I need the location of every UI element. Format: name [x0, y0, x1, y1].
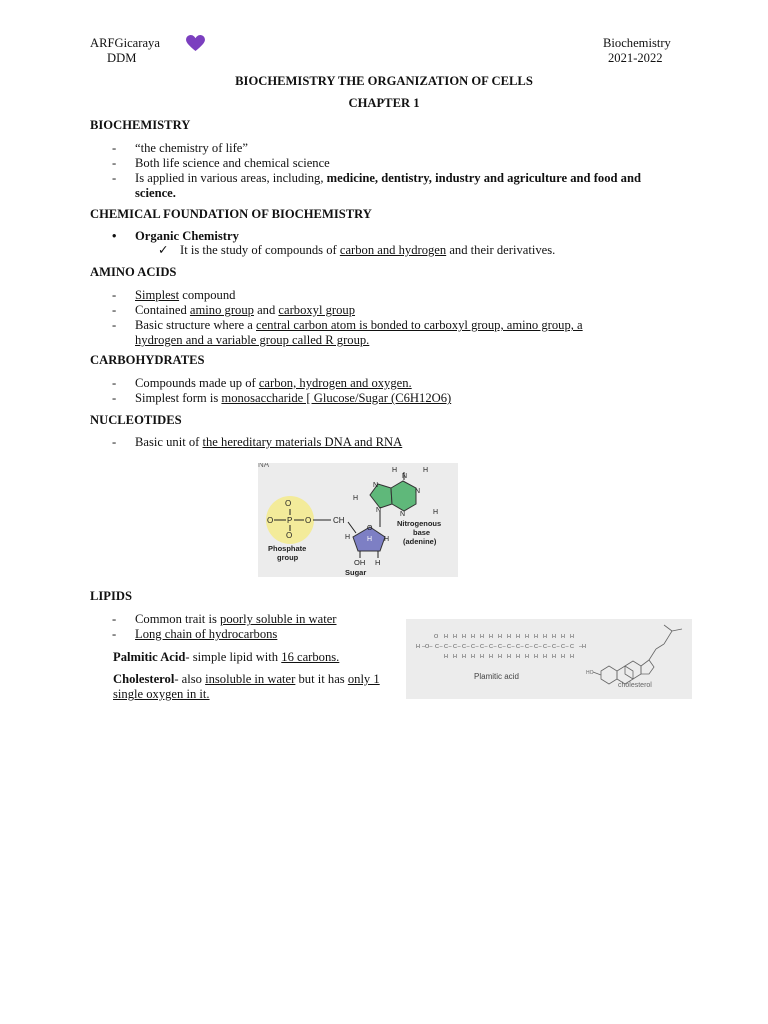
author-name: ARFGicaraya	[90, 36, 160, 50]
carbon-bond: –	[448, 644, 452, 650]
list-item	[112, 612, 402, 627]
hydrogen-atom: H	[462, 634, 466, 640]
phosphate-label: Phosphate	[268, 544, 307, 553]
hydrogen-atom: H	[453, 634, 457, 640]
check-text-underlined: carbon and hydrogen	[339, 243, 447, 257]
carbon-bond: –	[466, 644, 470, 650]
list-item-text: Basic unit of	[135, 435, 203, 449]
palmitic-label: Plamitic acid	[474, 672, 519, 681]
hydrogen-atom: H	[453, 654, 457, 660]
biochemistry-list	[112, 141, 672, 201]
carbon-atom: C	[498, 644, 502, 650]
atom-label: H	[433, 509, 439, 516]
hydrogen-atom: H	[534, 654, 538, 660]
cholesterol-paragraph	[113, 672, 403, 702]
carbon-bond: –	[457, 644, 461, 650]
cholesterol-structure	[593, 625, 682, 684]
nucleotide-diagram	[258, 463, 458, 577]
hydrogen-atom: H	[552, 654, 556, 660]
nucleotide-figure	[258, 463, 458, 577]
hydrogen-atom: H	[516, 654, 520, 660]
checkmark-icon: ✓	[158, 243, 169, 257]
check-text: It is the study of compounds of	[180, 243, 340, 257]
hydrogen-atom: H	[498, 654, 502, 660]
carbon-atom: C	[489, 644, 493, 650]
hydrogen-atom: H	[471, 634, 475, 640]
lipids-diagram	[406, 619, 692, 699]
hydrogen-atom: H	[416, 644, 420, 650]
section-heading-biochemistry: BIOCHEMISTRY	[90, 118, 191, 132]
carbon-atom: C	[552, 644, 556, 650]
hydrogen-atom: H	[471, 654, 475, 660]
list-item-bold: medicine, dentistry, industry and agriculture and food and science.	[135, 171, 641, 201]
list-item	[112, 318, 632, 348]
hydrogen-atom: H	[462, 654, 466, 660]
hydrogen-atom: –H	[579, 644, 587, 650]
carbon-atom: C	[534, 644, 538, 650]
carbon-bond: –	[556, 644, 560, 650]
carbon-atom: C	[453, 644, 457, 650]
hydrogen-atom: H	[507, 654, 511, 660]
paragraph-underlined: only 1 single oxygen in it.	[113, 672, 380, 702]
term-bold: Cholesterol	[113, 672, 175, 686]
hydrogen-atom: H	[480, 654, 484, 660]
carbon-atom: C	[570, 644, 574, 650]
list-item-text: “the chemistry of life”	[135, 141, 248, 155]
header-author	[90, 36, 160, 66]
list-item-underlined: carbon, hydrogen and oxygen.	[258, 376, 412, 390]
hydrogen-atom: H	[561, 634, 565, 640]
carbon-atom: C	[444, 644, 448, 650]
carbon-atom: C	[525, 644, 529, 650]
hydrogen-atom: H	[570, 634, 574, 640]
hydrogen-atom: H	[480, 634, 484, 640]
palmitic-acid-paragraph	[113, 650, 403, 665]
list-item-underlined: monosaccharide [ Glucose/Sugar (C6H12O6)	[221, 391, 452, 406]
base-ring-large	[391, 481, 416, 511]
carbon-atom: C	[480, 644, 484, 650]
hydrogen-atom: H	[543, 654, 547, 660]
paragraph-underlined: insoluble in water	[205, 672, 296, 686]
list-item	[112, 288, 632, 303]
hydrogen-atom: H	[543, 634, 547, 640]
hydrogen-atom: H	[561, 654, 565, 660]
list-item	[112, 391, 672, 406]
carbon-atom: C	[543, 644, 547, 650]
lipids-list	[112, 612, 402, 642]
atom-label: H	[384, 536, 390, 543]
hydrogen-atom: H	[516, 634, 520, 640]
palmitic-acid-structure	[416, 634, 586, 660]
heart-icon	[186, 35, 205, 52]
hydrogen-atom: H	[507, 634, 511, 640]
carbon-bond: –	[529, 644, 533, 650]
figure-cut-label: NA	[258, 463, 270, 469]
list-item	[112, 303, 632, 318]
atom-label: N	[402, 473, 408, 480]
bullet-text: Organic Chemistry	[135, 229, 239, 243]
list-item-underlined: central carbon atom is bonded to carboxyl group, amino group, a hydrogen and a variable group called R group.	[135, 318, 583, 348]
atom-label: N	[376, 507, 382, 514]
section-heading-amino-acids: AMINO ACIDS	[90, 265, 177, 279]
list-item	[112, 156, 672, 171]
list-item-text: Basic structure where a	[135, 318, 256, 333]
header-course	[603, 36, 671, 66]
atom-label: P	[287, 516, 293, 525]
carbon-bond: –	[484, 644, 488, 650]
term-bold: Palmitic Acid	[113, 650, 186, 664]
oxygen-link: –O–	[422, 644, 433, 650]
hydrogen-atom: H	[570, 654, 574, 660]
list-item	[112, 627, 402, 642]
list-item	[112, 376, 672, 391]
atom-label: O	[367, 525, 373, 532]
list-item-text: Common trait is	[135, 612, 221, 626]
atom-label: H	[353, 495, 359, 502]
carbon-atom: C	[471, 644, 475, 650]
amino-list	[112, 288, 632, 348]
atom-label: H	[367, 536, 373, 543]
atom-label: O	[305, 516, 312, 525]
carbon-bond: –	[439, 644, 443, 650]
list-item-text: Simplest form is	[135, 391, 222, 406]
carbon-bond: –	[520, 644, 524, 650]
hydrogen-atom: H	[552, 634, 556, 640]
paragraph-text: - simple lipid with	[185, 650, 282, 664]
list-item	[112, 141, 672, 156]
bullet-organic-chemistry	[112, 229, 239, 244]
atom-label: H	[375, 558, 381, 567]
carbon-bond: –	[493, 644, 497, 650]
ho-label: HO	[586, 670, 594, 676]
paragraph-text: but it has	[295, 672, 348, 686]
hydrogen-atom: H	[444, 654, 448, 660]
list-item-text: compound	[179, 288, 236, 302]
check-text: and their derivatives.	[446, 243, 556, 257]
list-item-underlined: Simplest	[135, 288, 180, 302]
atom-label: N	[415, 488, 421, 495]
section-heading-chemical-foundation: CHEMICAL FOUNDATION OF BIOCHEMISTRY	[90, 207, 372, 221]
list-item-underlined: the hereditary materials DNA and RNA	[202, 435, 403, 449]
carbon-atom: C	[507, 644, 511, 650]
paragraph-text: - also	[174, 672, 206, 686]
chapter-title: CHAPTER 1	[348, 96, 420, 110]
list-item-underlined: amino group	[189, 303, 254, 318]
carbon-atom: C	[561, 644, 565, 650]
atom-label: N	[373, 482, 379, 489]
atom-label: H	[423, 467, 429, 474]
atom-label: O	[285, 499, 292, 508]
carbon-bond: –	[547, 644, 551, 650]
hydrogen-atom: H	[444, 634, 448, 640]
list-item-underlined: poorly soluble in water	[220, 612, 337, 626]
hydrogen-atom: H	[534, 634, 538, 640]
phosphate-label: group	[277, 553, 299, 562]
atom-label: O	[267, 516, 274, 525]
paragraph-underlined: 16 carbons.	[281, 650, 340, 664]
oh-label: OH	[354, 558, 366, 567]
hydrogen-atom: H	[489, 654, 493, 660]
hydrogen-atom: H	[525, 634, 529, 640]
section-heading-carbohydrates: CARBOHYDRATES	[90, 353, 205, 367]
carbon-atom: C	[516, 644, 520, 650]
atom-label: N	[400, 511, 406, 518]
bullet-dot-icon: •	[112, 229, 117, 243]
cholesterol-label: cholesterol	[618, 682, 652, 689]
author-section: DDM	[107, 51, 137, 66]
list-item-text: Is applied in various areas, including,	[135, 171, 327, 186]
course-name: Biochemistry	[603, 36, 671, 50]
sugar-label: Sugar	[345, 568, 367, 577]
carbon-bond: –	[475, 644, 479, 650]
atom-label: H	[392, 467, 398, 474]
nucleotides-list	[112, 435, 672, 450]
list-item-text: Contained	[135, 303, 190, 318]
carbon-bond: –	[502, 644, 506, 650]
carbon-atom: C	[462, 644, 466, 650]
lipids-figure	[406, 619, 692, 699]
ch2-label: CH	[333, 516, 345, 525]
carbon-bond: –	[538, 644, 542, 650]
school-year: 2021-2022	[608, 51, 663, 66]
section-heading-nucleotides: NUCLEOTIDES	[90, 413, 182, 427]
list-item	[112, 435, 672, 450]
atom-label: O	[286, 531, 293, 540]
list-item-text: and	[253, 303, 279, 318]
hydrogen-atom: H	[498, 634, 502, 640]
atom-label: H	[345, 534, 351, 541]
document-title: BIOCHEMISTRY THE ORGANIZATION OF CELLS	[235, 74, 533, 88]
carbon-bond: –	[565, 644, 569, 650]
check-item	[158, 243, 555, 258]
base-label: base	[413, 528, 431, 537]
list-item-underlined: Long chain of hydrocarbons	[135, 627, 278, 642]
section-heading-lipids: LIPIDS	[90, 589, 132, 603]
list-item-underlined: carboxyl group	[278, 303, 356, 318]
base-label: Nitrogenous	[397, 519, 442, 528]
carbon-bond: –	[511, 644, 515, 650]
list-item	[112, 171, 672, 201]
carbon-atom: C	[435, 644, 439, 650]
hydrogen-atom: H	[489, 634, 493, 640]
oxygen-atom: O	[434, 634, 439, 640]
hydrogen-atom: H	[525, 654, 529, 660]
list-item-text: Compounds made up of	[135, 376, 259, 390]
list-item-text: Both life science and chemical science	[135, 156, 330, 171]
carbohydrates-list	[112, 376, 672, 406]
base-label: (adenine)	[403, 537, 437, 546]
